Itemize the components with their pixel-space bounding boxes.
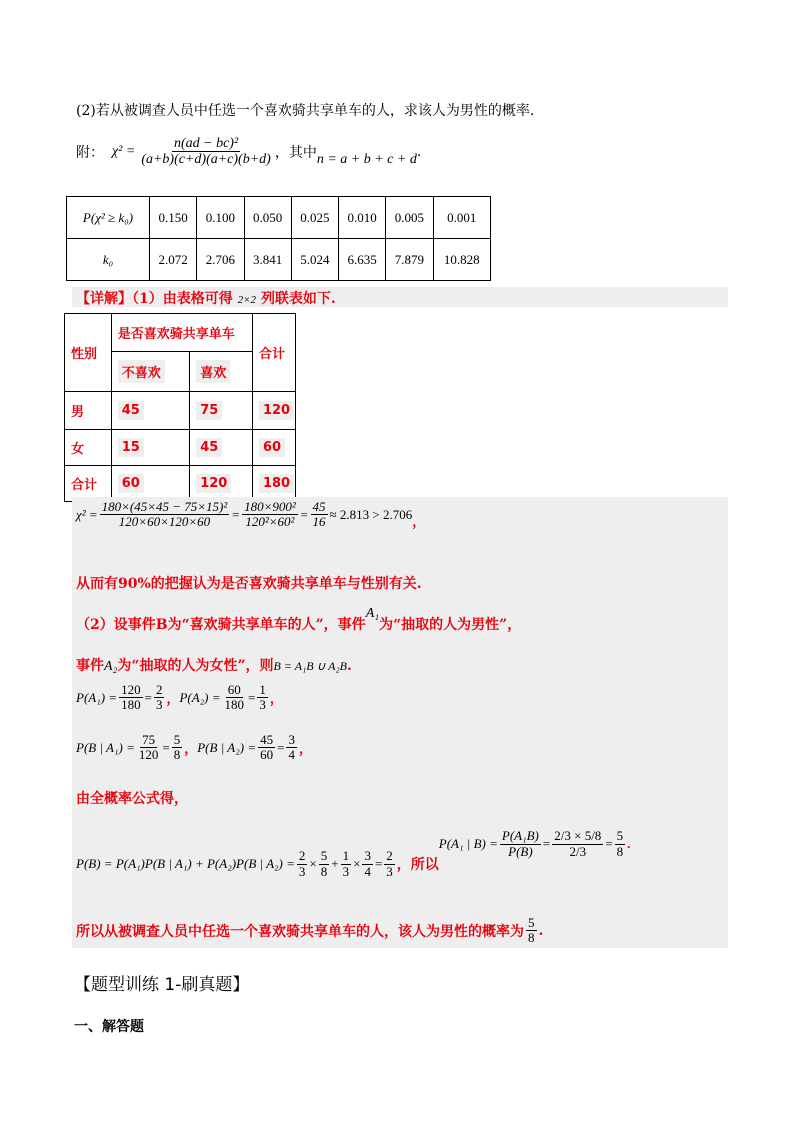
final-conclusion [76, 916, 543, 946]
pb2-n: 45 [260, 732, 274, 747]
total-lhs: P(B) = P(A₁)P(B | A₁) + P(A₂)P(B | A₂) = [76, 856, 295, 871]
total-d-d: 4 [364, 863, 371, 879]
k-cell: 7.879 [386, 239, 433, 281]
row-label-text: 合计 [71, 478, 98, 493]
total-n-c: 1 [342, 848, 350, 864]
bayes-period: . [627, 836, 631, 851]
k-cell: 10.828 [433, 239, 491, 281]
total-header [252, 314, 295, 392]
total-d-a: 3 [298, 863, 306, 879]
detail-prefix: 【详解】（1）由表格可得 [76, 291, 233, 307]
k-cell: 2.706 [197, 239, 244, 281]
total-header-text: 合计 [258, 347, 285, 362]
chi-f2-num: 180×900² [244, 499, 296, 514]
section-heading: 【题型训练 1-刷真题】 [74, 975, 250, 995]
chi-fraction-3 [311, 500, 328, 530]
p-cell: 0.100 [197, 197, 244, 239]
k-row [67, 239, 491, 281]
pa1-eq: = [144, 689, 152, 705]
ctable-header-row [65, 314, 296, 352]
critical-value-table [66, 196, 491, 281]
p-cell: 0.001 [433, 197, 491, 239]
a1-symbol: A₁ [365, 606, 380, 621]
total-res-d: 3 [386, 863, 393, 879]
pb1-frac [137, 733, 161, 763]
union-formula: B = A₁B ∪ A₂B [273, 659, 347, 673]
chi-f1-num: 180×(45×45 − 75×15)² [101, 499, 228, 514]
cell-total-text: 60 [259, 438, 285, 457]
pb1-eq: = [162, 739, 170, 755]
bayes-num: P(A₁B) [501, 828, 539, 844]
chi-f2-den: 120²×60² [245, 514, 295, 530]
final-n: 5 [528, 915, 535, 930]
a2-symbol: A₂ [104, 659, 118, 674]
chi-eq: = [231, 506, 241, 522]
cell-total [252, 430, 295, 466]
pb2-frac-2 [286, 733, 297, 763]
cell-like-text: 120 [196, 474, 231, 493]
cell-total-text: 180 [259, 474, 294, 493]
row-label [65, 392, 112, 430]
pb1-n2: 5 [173, 732, 181, 747]
total-res-n: 2 [386, 848, 393, 864]
total-prob-label: 由全概率公式得， [76, 791, 188, 807]
part2-line2-a: 事件 [76, 658, 104, 674]
pb2-d2: 4 [288, 747, 295, 763]
part2-line2 [76, 655, 352, 675]
pa2-n: 60 [227, 682, 241, 697]
row-label-text: 女 [71, 442, 85, 457]
cell-like [190, 392, 253, 430]
total-frac-result [384, 849, 395, 879]
part2-line1-b: 为“抽取的人为男性”， [379, 617, 522, 633]
bayes-formula [439, 829, 631, 859]
pb2-lhs: P(B | A₂) = [197, 739, 257, 755]
bayes-lhs: P(A₁ | B) = [438, 836, 498, 851]
final-period: . [538, 922, 544, 939]
part2-line2-b: 为“抽取的人为女性”，则 [117, 658, 274, 674]
chi-calculation [76, 500, 425, 530]
total-d-c: 3 [342, 863, 350, 879]
sub-heading: 一、解答题 [74, 1019, 144, 1035]
k-cell: 3.841 [244, 239, 291, 281]
p-cell: 0.025 [291, 197, 338, 239]
cell-dislike [111, 430, 190, 466]
chi-square-symbol: χ² = [112, 143, 136, 159]
pa2-n2: 1 [259, 682, 266, 697]
appendix-label: 附： [76, 144, 104, 161]
part2-line1 [76, 606, 522, 634]
cell-like [190, 430, 253, 466]
dislike-header [111, 352, 190, 392]
pa1-n: 120 [121, 682, 141, 697]
pa1-d: 180 [121, 697, 141, 713]
cell-dislike-text: 15 [118, 438, 144, 457]
pb2-comma: ， [298, 741, 312, 757]
bayes-frac [500, 829, 541, 859]
appendix-formula [76, 136, 421, 168]
total-prob-formula [76, 816, 630, 912]
pb1-d: 120 [138, 747, 159, 763]
cell-dislike [111, 392, 190, 430]
pa2-d: 180 [224, 697, 245, 713]
total-times-2: × [353, 856, 361, 871]
final-frac [526, 916, 537, 946]
pb1-d2: 8 [173, 747, 181, 763]
chi-f3-den: 16 [312, 514, 326, 530]
bayes-res-n: 5 [616, 828, 624, 844]
chi-tail: ≈ 2.813 > 2.706 [329, 506, 413, 522]
pa2-comma: ， [269, 691, 283, 707]
cell-dislike-text: 45 [118, 401, 144, 420]
pa1-n2: 2 [155, 682, 163, 697]
pa2-frac [223, 683, 247, 713]
total-so: ，所以 [396, 857, 439, 873]
total-d-b: 8 [320, 863, 328, 879]
gender-header-text: 性别 [71, 347, 98, 362]
pb1-frac-2 [172, 733, 183, 763]
cell-dislike-text: 60 [118, 474, 144, 493]
n-formula: n = a + b + c + d [316, 151, 417, 167]
bayes-den: P(B) [508, 843, 533, 859]
chi-formula-fraction [139, 136, 273, 168]
pa1-frac-2 [154, 683, 165, 713]
total-plus: + [331, 856, 339, 871]
group-header-text: 是否喜欢骑共享单车 [117, 327, 235, 342]
chi-comma: ， [412, 514, 426, 530]
p-cell: 0.010 [339, 197, 386, 239]
appendix-period: . [416, 143, 422, 160]
pb2-eq: = [277, 739, 285, 755]
k-cell: 6.635 [339, 239, 386, 281]
cell-total-text: 120 [259, 401, 294, 420]
chi-f1-den: 120×60×120×60 [118, 514, 211, 530]
pb2-d: 60 [260, 747, 274, 763]
row-label-text: 男 [71, 405, 85, 420]
conclusion-1: 从而有90%的把握认为是否喜欢骑共享单车与性别有关. [76, 576, 422, 592]
bayes-big-frac [552, 829, 603, 859]
pa2-d2: 3 [259, 697, 266, 713]
chi-fraction-1 [100, 500, 230, 530]
bayes-big-num: 2/3 × 5/8 [554, 828, 602, 844]
chi-formula-numerator: n(ad − bc)² [173, 136, 239, 151]
dislike-header-text: 不喜欢 [118, 360, 165, 383]
p-cell: 0.005 [386, 197, 433, 239]
total-frac-d [362, 849, 373, 879]
pb1-lhs: P(B | A₁) = [76, 739, 135, 755]
part2-period: . [346, 658, 352, 674]
contingency-table [64, 313, 296, 502]
cell-total [252, 392, 295, 430]
bayes-eq-2: = [605, 836, 613, 851]
total-n-d: 3 [364, 848, 371, 864]
p-row-header: P(χ² ≥ k₀) [67, 197, 150, 239]
total-frac-a [297, 849, 308, 879]
detail-suffix: 列联表如下. [260, 291, 336, 307]
detail-line [76, 288, 336, 308]
pb1-comma: ， [184, 741, 198, 757]
table-row [65, 430, 296, 466]
k-row-header: k₀ [67, 239, 150, 281]
final-text: 所以从被调查人员中任选一个喜欢骑共享单车的人，该人为男性的概率为 [76, 923, 524, 940]
pa1-frac [119, 683, 143, 713]
pb2-frac [258, 733, 275, 763]
p-row [67, 197, 491, 239]
group-header [111, 314, 252, 352]
cell-like-text: 45 [196, 438, 222, 457]
k-cell: 2.072 [150, 239, 197, 281]
total-n-a: 2 [298, 848, 306, 864]
total-n-b: 5 [320, 848, 328, 864]
total-frac-b [319, 849, 330, 879]
pa2-lhs: P(A₂) = [179, 689, 221, 705]
prob-b-line [76, 733, 312, 763]
chi-f3-num: 45 [312, 499, 326, 514]
prob-a-line [76, 683, 283, 713]
chi-calc-lhs: χ² = [76, 506, 98, 522]
like-header [190, 352, 253, 392]
chi-eq-2: = [299, 506, 309, 522]
p-cell: 0.050 [244, 197, 291, 239]
row-label [65, 430, 112, 466]
table-row [65, 392, 296, 430]
pa2-frac-2 [257, 683, 268, 713]
k-cell: 5.024 [291, 239, 338, 281]
cell-like-text: 75 [196, 401, 222, 420]
detail-2x2: 2×2 [237, 294, 257, 306]
pa1-comma: ， [166, 691, 180, 707]
bayes-result [615, 829, 626, 859]
part2-line1-a: （2）设事件B为“喜欢骑共享单车的人”，事件 [76, 617, 366, 633]
bayes-eq-1: = [542, 836, 551, 851]
total-frac-c [341, 849, 352, 879]
final-d: 8 [528, 930, 535, 946]
question-2: (2)若从被调查人员中任选一个喜欢骑共享单车的人，求该人为男性的概率. [76, 103, 535, 119]
like-header-text: 喜欢 [196, 360, 230, 383]
where-text: ，其中 [274, 144, 317, 161]
bayes-big-den: 2/3 [569, 843, 587, 859]
pa2-eq: = [248, 689, 256, 705]
pa1-lhs: P(A₁) = [76, 689, 118, 705]
pa1-d2: 3 [155, 697, 163, 713]
bayes-res-d: 8 [616, 843, 624, 859]
pb1-n: 75 [142, 732, 156, 747]
chi-formula-denominator: (a+b)(c+d)(a+c)(b+d) [141, 152, 271, 168]
total-eq: = [374, 856, 383, 871]
chi-fraction-2 [242, 500, 298, 530]
p-cell: 0.150 [150, 197, 197, 239]
total-times-1: × [309, 856, 317, 871]
pb2-n2: 3 [288, 732, 295, 747]
gender-header [65, 314, 112, 392]
